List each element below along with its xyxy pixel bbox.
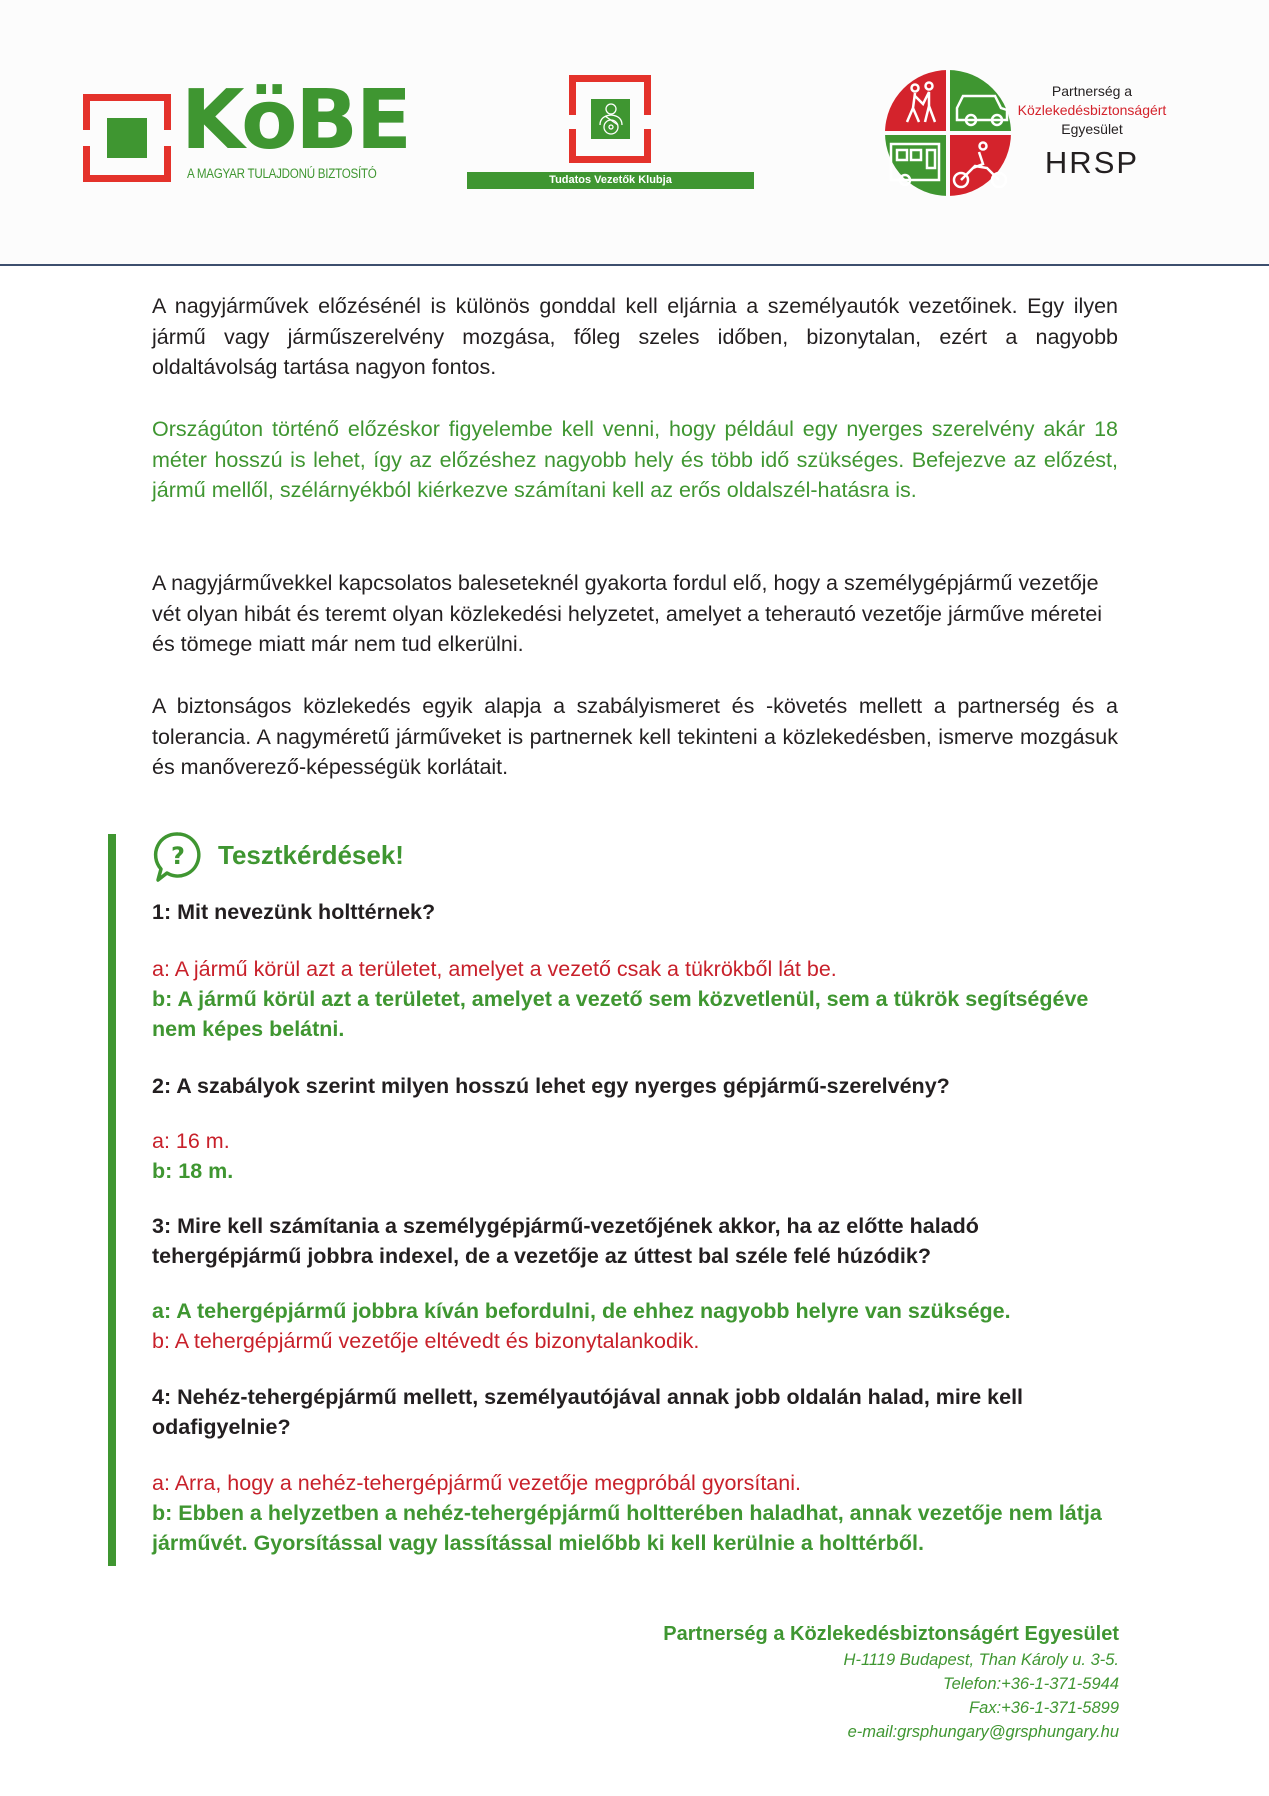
kobe-wordmark: KöBE [181,73,410,168]
paragraph-overtaking: A nagyjárművek előzésénél is különös gonddal kell eljárnia a személyautók vezetőinek. Egy ilyen jármű vagy járműszerelvény mozgása, főleg szeles időben, bizonytalan, ezért a nagyobb oldaltávolság tartása nagyon fontos. [152,294,1118,379]
paragraph-tolerance: A biztonságos közlekedés egyik alapja a szabályismeret és -követés mellett a partnerség és a tolerancia. A nagyméretű járműveket is partnernek kell tekinteni a közlekedésben, ismerve mozgásuk és manőverező-képességük korlátait. [152,694,1118,779]
contact-footer [663,1620,1119,1744]
seatbelt-driver-icon [591,99,630,139]
hrsp-name [1017,82,1167,183]
question-3: 3: Mire kell számítania a személygépjármű-vezetőjének akkor, ha az előtte haladó tehergépjármű jobbra indexel, de a vezetője az úttest bal széle felé húzódik? [152,1214,979,1268]
footer-organization: Partnerség a Közlekedésbiztonságért Egyesület [663,1623,1119,1645]
quiz-accent-bar [108,834,116,1566]
svg-text:?: ? [171,842,185,870]
footer-email-link[interactable]: e-mail:grsphungary@grsphungary.hu [847,1723,1119,1741]
question-2: 2: A szabályok szerint milyen hosszú lehet egy nyerges gépjármű-szerelvény? [152,1074,950,1098]
question-1: 1: Mit nevezünk holttérnek? [152,900,436,924]
kobe-square-mark-icon [83,94,171,182]
hrsp-line-1: Partnerség a [1051,83,1133,99]
footer-fax: Fax:+36-1-371-5899 [969,1699,1119,1717]
footer-phone: Telefon:+36-1-371-5944 [943,1675,1119,1693]
answer-4b: b: Ebben a helyzetben a nehéz-tehergépjármű holtterében haladhat, annak vezetője nem látja járművét. Gyorsítással vagy lassítással mielőbb ki kell kerülnie a holttérből. [152,1501,1102,1555]
answer-2b: b: 18 m. [152,1159,234,1183]
answer-1a: a: A jármű körül azt a területet, amelyet a vezető csak a tükrökből lát be. [152,957,837,981]
hrsp-acronym: HRSP [1044,145,1140,180]
question-3-answers [152,1296,1118,1356]
question-4: 4: Nehéz-tehergépjármű mellett, személyautójával annak jobb oldalán halad, mire kell odafigyelnie? [152,1385,1024,1439]
answer-2a: a: 16 m. [152,1129,230,1153]
hrsp-line-3: Egyesület [1061,121,1123,137]
page-header [0,0,1269,266]
answer-3b: b: A tehergépjármű vezetője eltévedt és bizonytalankodik. [152,1329,700,1353]
answer-3a: a: A tehergépjármű jobbra kíván befordulni, de ehhez nagyobb helyre van szüksége. [152,1299,1011,1323]
footer-address: H-1119 Budapest, Than Károly u. 3-5. [843,1651,1119,1669]
paragraph-accidents: A nagyjárművekkel kapcsolatos baleseteknél gyakorta fordul elő, hogy a személygépjármű vezetője vét olyan hibát és teremt olyan közlekedési helyzetet, amelyet a teherautó vezetője járműve méretei és tömege miatt már nem tud elkerülni. [152,571,1103,656]
paragraph-highway-overtaking: Országúton történő előzéskor figyelembe kell venni, hogy például egy nyerges szerelvény akár 18 méter hosszú is lehet, így az előzéshez nagyobb hely és több idő szükséges. Befejezve az előzést, jármű mellől, szélárnyékból kiérkezve számítani kell az erős oldalszél-hatásra is. [152,417,1118,502]
question-2-answers [152,1126,1118,1186]
tvk-logo-mark [569,75,651,163]
question-4-answers [152,1468,1118,1558]
car-icon [950,68,1013,131]
kobe-logo [83,73,410,184]
answer-1b: b: A jármű körül azt a területet, amelyet a vezető sem közvetlenül, sem a tükrök segítségéve nem képes belátni. [152,987,1089,1041]
kobe-tagline: A MAGYAR TULAJDONÚ BIZTOSÍTÓ [187,166,377,181]
question-1-answers [152,954,1118,1044]
hrsp-logo [883,68,1013,198]
tvk-label: Tudatos Vezetők Klubja [467,172,754,189]
hrsp-line-2: Közlekedésbiztonságért [1017,102,1167,118]
answer-4a: a: Arra, hogy a nehéz-tehergépjármű vezetője megpróbál gyorsítani. [152,1471,801,1495]
question-bubble-icon [150,829,206,885]
quiz-title: Tesztkérdések! [218,840,404,870]
